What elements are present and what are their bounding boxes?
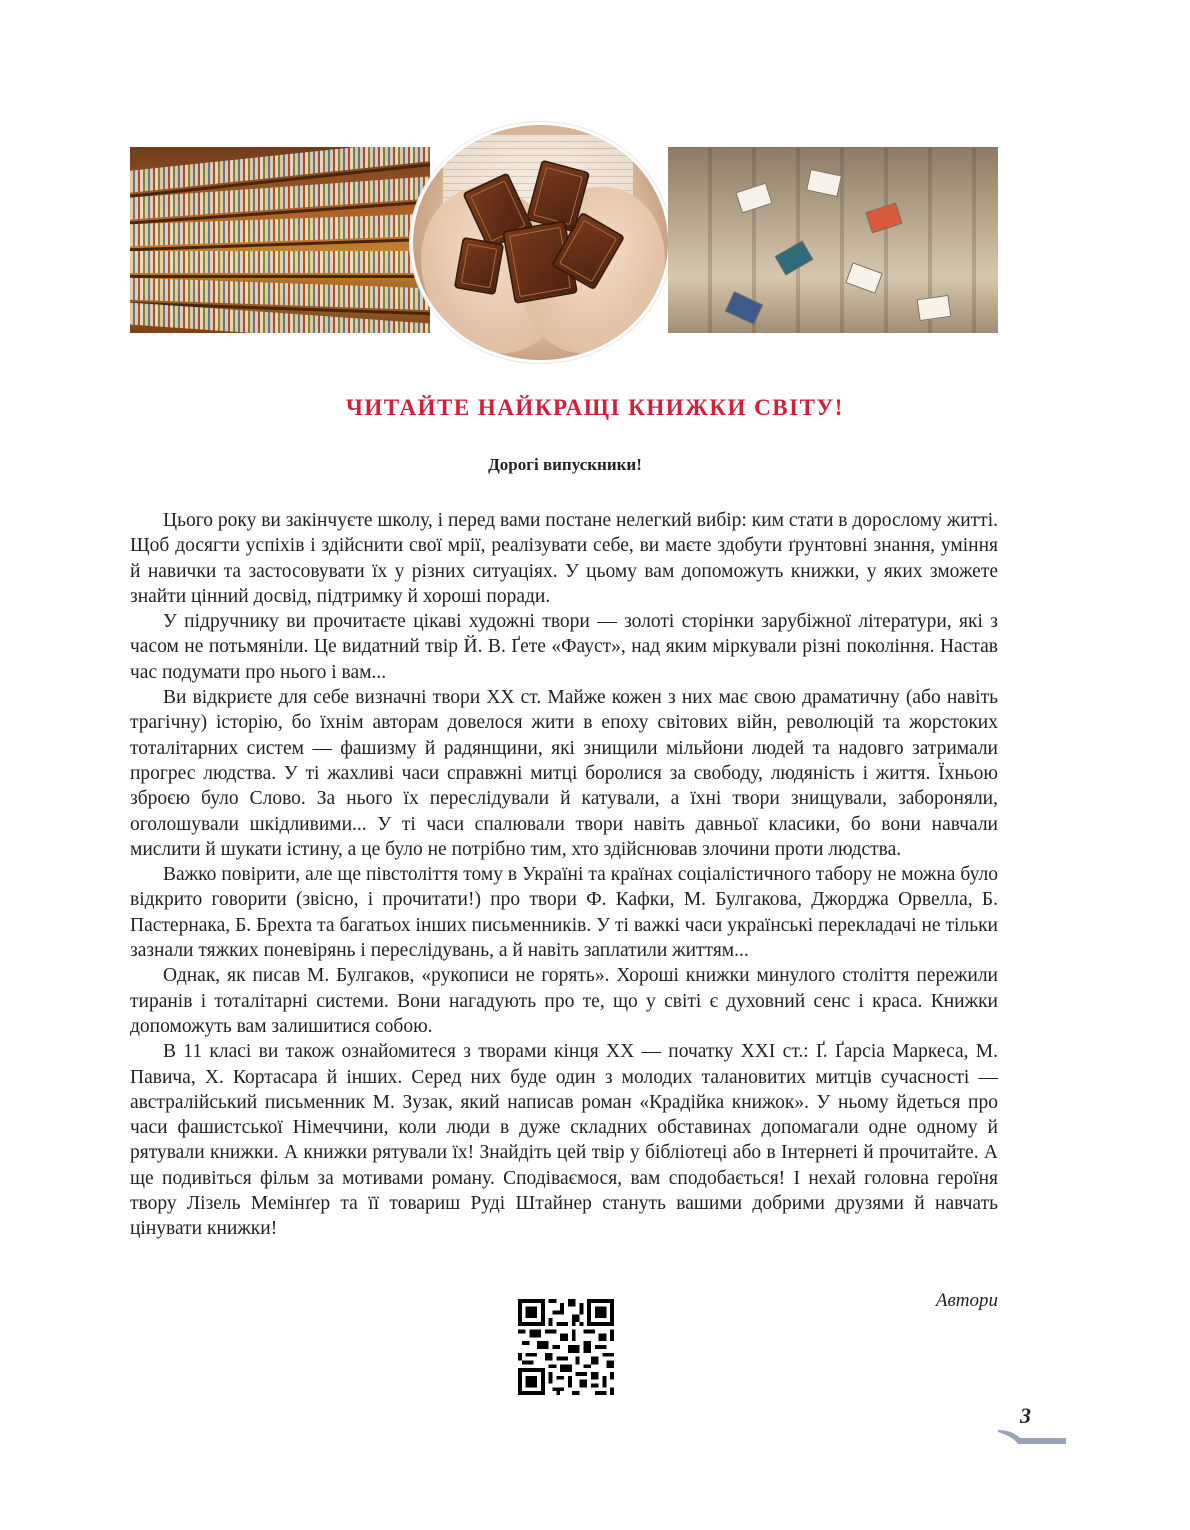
paragraph: У підручнику ви прочитаєте цікаві художні твори — золоті сторінки зарубіжної літератури, які з часом не потьмяніли. Це видатний твір Й. В. Ґете «Фауст», над яким міркували різні покоління. Настав час подумати про нього і вам... [130, 611, 998, 683]
page-title: ЧИТАЙТЕ НАЙКРАЩІ КНИЖКИ СВІТУ! [346, 395, 844, 420]
page-number: 3 [1020, 1403, 1031, 1428]
signature: Автори [935, 1290, 998, 1311]
library-shelves-image [130, 147, 430, 333]
paragraph: Цього року ви закінчуєте школу, і перед вами постане нелегкий вибір: ким стати в дорослому житті. Щоб досягти успіхів і здійснити свої мрії, реалізувати себе, ви маєте здобути ґрунтовні знання, уміння й навички та застосовувати їх у різних ситуаціях. У цьому вам допоможуть книжки, у яких зможете знайти цінний досвід, підтримку й хороші поради. [130, 510, 998, 607]
paragraph: Важко повірити, але ще півстоліття тому в Україні та країнах соціалістичного табору не можна було відкрито говорити (звісно, і прочитати!) про твори Ф. Кафки, М. Булгакова, Джорджа Орвелла, Б. Пастернака, Б. Брехта та багатьох інших письменників. У ті важкі часи українські перекладачі не тільки зазнали тяжких поневірянь і переслідувань, а й навіть заплатили життям... [130, 864, 998, 962]
paragraph: Однак, як писав М. Булгаков, «рукописи не горять». Хороші книжки минулого століття пережили тиранів і тоталітарні системи. Вони нагадують про те, що у світі є духовний сенс і краса. Книжки допоможуть вам залишитися собою. [130, 965, 998, 1037]
hands-holding-books-image [410, 122, 671, 363]
paragraph: В 11 класі ви також ознайомитеся з творами кінця ХХ — початку ХХІ ст.: Ґ. Ґарсіа Маркеса, М. Павича, Х. Кортасара й інших. Серед них буде один з молодих талановитих митців сучасності — австралійський письменник М. Зузак, який написав роман «Крадійка книжок». У ньому йдеться про часи фашистської Німеччини, коли люди в дуже складних обставинах допомагали одне одному й рятували книжки. А книжки рятували їх! Знайдіть цей твір у бібліотеці або в Інтернеті й прочитайте. А ще подивіться фільм за мотивами роману. Сподіваємося, вам сподобається! І нехай головна героїня твору Лізель Мемінґер та її товариш Руді Штайнер стануть вашими добрими друзями й навчать цінувати книжки! [130, 1041, 998, 1240]
paragraph: Ви відкриєте для себе визначні твори ХХ ст. Майже кожен з них має свою драматичну (або навіть трагічну) історію, бо їхнім авторам довелося жити в епоху світових війн, революцій та жорстоких тоталітарних систем — фашизму й радянщини, які знищили мільйони людей та надовго затримали прогрес людства. У ті жахливі часи справжні митці боролися за свободу, людяність і життя. Їхньою зброєю було Слово. За нього їх переслідували й катували, а їхні твори знищували, забороняли, оголошували шкідливими... У ті часи спалювали твори навіть давньої класики, бо вони навчали мислити й шукати істину, а це було не потрібно тим, хто здійснював злочини проти людства. [130, 687, 998, 860]
qr-code-icon[interactable] [518, 1299, 614, 1395]
letter-body [130, 508, 998, 1242]
page-marker-icon [998, 1428, 1066, 1444]
flying-books-image [668, 147, 998, 333]
header-banner-image [130, 147, 998, 333]
greeting: Дорогі випускники! [488, 455, 642, 474]
